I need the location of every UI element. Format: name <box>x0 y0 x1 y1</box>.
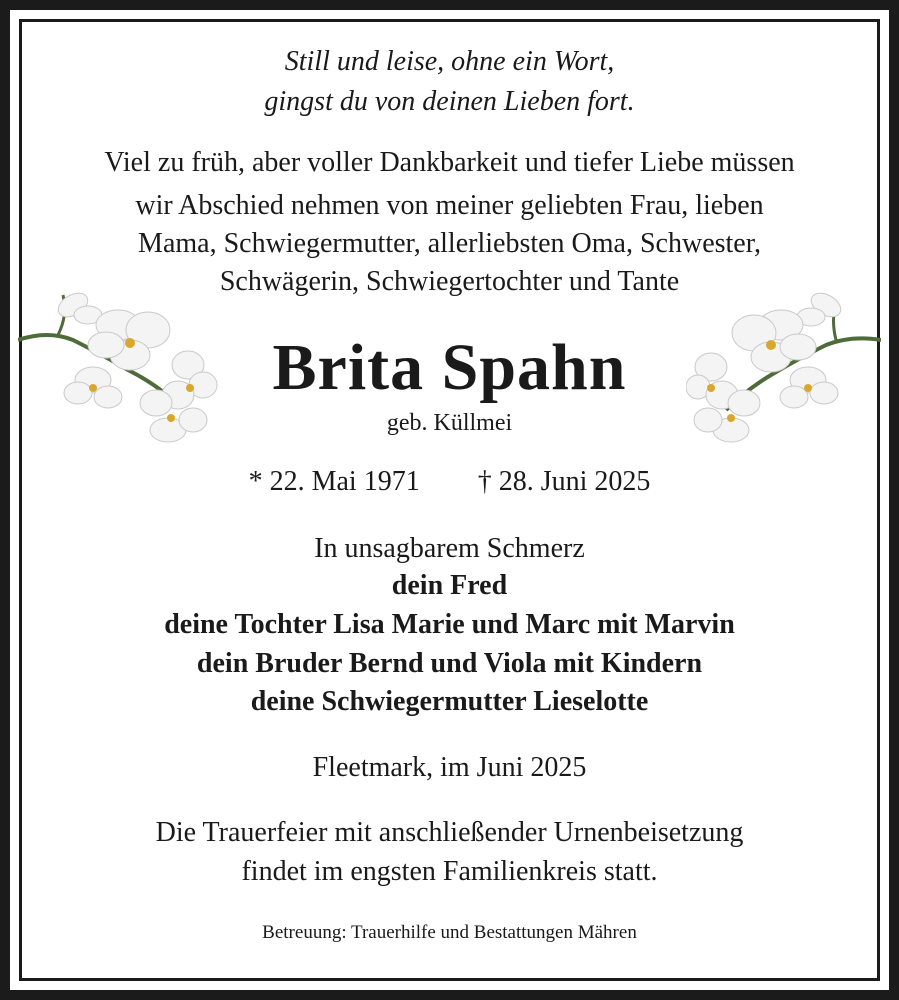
mourner-line-2: deine Tochter Lisa Marie und Marc mit Marvin <box>164 609 735 640</box>
verse-line-1: Still und leise, ohne ein Wort, <box>284 46 615 77</box>
ceremony-line-2: findet im engsten Familienkreis statt. <box>241 856 658 887</box>
place-date: Fleetmark, im Juni 2025 <box>312 752 587 783</box>
maiden-name: geb. Küllmei <box>386 410 513 436</box>
intro-line-4: Schwägerin, Schwiegertochter und Tante <box>219 266 680 297</box>
mourner-line-4: deine Schwiegermutter Lieselotte <box>250 686 649 717</box>
mourners-intro: In unsagbarem Schmerz <box>314 533 585 564</box>
verse-line-2: gingst du von deinen Lieben fort. <box>264 86 635 117</box>
intro-line-1: Viel zu früh, aber voller Dankbarkeit und tiefer Liebe müssen <box>104 147 795 178</box>
mourner-line-1: dein Fred <box>391 570 508 601</box>
birth-date: * 22. Mai 1971 <box>248 466 420 497</box>
funeral-service-credit: Betreuung: Trauerhilfe und Bestattungen Mähren <box>262 922 637 943</box>
intro-line-3: Mama, Schwiegermutter, allerliebsten Oma, Schwester, <box>138 228 761 259</box>
death-date: † 28. Juni 2025 <box>477 466 651 497</box>
mourner-line-3: dein Bruder Bernd und Viola mit Kindern <box>196 648 703 679</box>
life-dates <box>0 466 899 498</box>
intro-line-2: wir Abschied nehmen von meiner geliebten Frau, lieben <box>135 190 764 221</box>
ceremony-line-1: Die Trauerfeier mit anschließender Urnenbeisetzung <box>155 817 744 848</box>
deceased-name: Brita Spahn <box>272 331 627 404</box>
